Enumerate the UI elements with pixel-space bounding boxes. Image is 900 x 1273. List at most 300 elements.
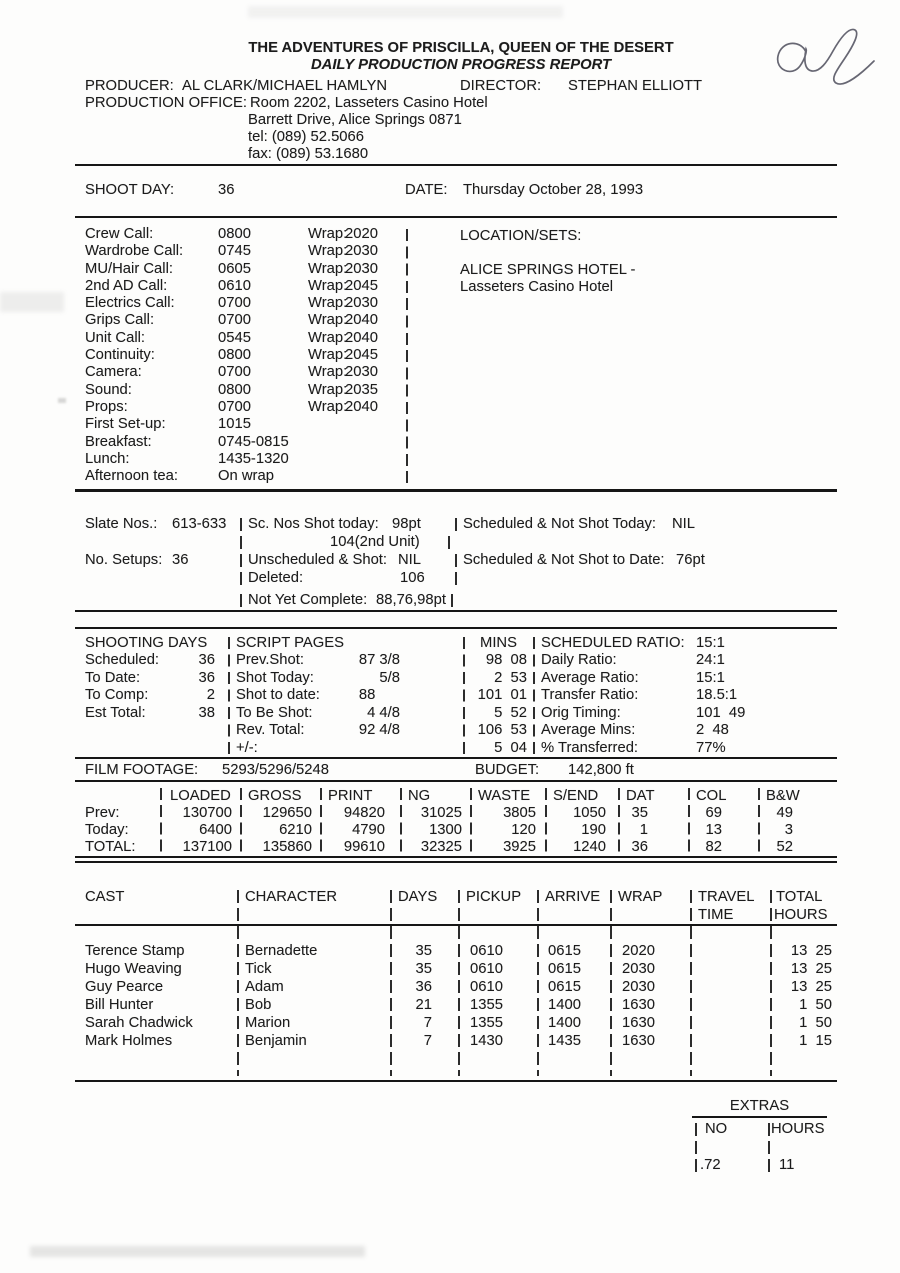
location-label: LOCATION/SETS: — [460, 228, 582, 244]
call-row — [0, 331, 900, 348]
scheduled-ratio-header: SCHEDULED RATIO: — [541, 635, 685, 651]
progress-row — [0, 741, 900, 759]
pages-value: 87 3/8 — [358, 652, 400, 668]
extras-title: EXTRAS — [729, 1098, 790, 1114]
wrap-label: Wrap: — [308, 329, 348, 346]
progress-row — [0, 706, 900, 724]
pages-label: Prev.Shot: — [236, 652, 304, 668]
short-end-value: 1240 — [573, 839, 606, 856]
loaded-value: 130700 — [182, 805, 232, 821]
column-divider — [758, 788, 760, 856]
bw-value: 49 — [776, 805, 793, 821]
horizontal-rule — [75, 757, 837, 759]
footage-col-header: DAT — [626, 788, 655, 804]
col-value: 69 — [705, 805, 722, 821]
office-fax: fax: (089) 53.1680 — [248, 146, 369, 162]
column-divider — [533, 637, 535, 756]
call-row — [0, 244, 900, 261]
pickup-time: 0610 — [470, 943, 503, 959]
call-time: On wrap — [218, 468, 274, 485]
call-row — [0, 227, 900, 244]
wrap-label: Wrap: — [308, 347, 348, 364]
call-time: 0605 — [218, 260, 251, 277]
horizontal-rule — [75, 780, 837, 782]
wrap-time: 1630 — [622, 997, 655, 1013]
cast-row — [0, 962, 900, 980]
travel-header-line1: TRAVEL — [698, 889, 755, 905]
wrap-label: Wrap: — [308, 260, 348, 277]
total-hours: 1 50 — [799, 1015, 832, 1031]
call-time: 1015 — [218, 416, 251, 433]
ratio-value: 77% — [696, 739, 726, 756]
days-value: 7 — [423, 1015, 432, 1031]
wrap-label: Wrap: — [308, 364, 348, 381]
days-value: 7 — [423, 1033, 432, 1049]
days-label: Scheduled: — [85, 652, 160, 668]
cast-row — [0, 998, 900, 1016]
column-divider — [610, 890, 612, 1076]
column-divider — [770, 890, 772, 1076]
arrive-header: ARRIVE — [545, 889, 601, 905]
total-header-line1: TOTAL — [776, 889, 823, 905]
call-row — [0, 400, 900, 417]
call-row — [0, 313, 900, 330]
pages-label: To Be Shot: — [236, 704, 313, 721]
footage-col-header: S/END — [553, 788, 599, 804]
sched-not-shot-date-label: Scheduled & Not Shot to Date: — [463, 552, 665, 568]
call-label: MU/Hair Call: — [85, 260, 173, 277]
wrap-time: 2030 — [622, 961, 655, 977]
cast-name: Mark Holmes — [85, 1033, 173, 1049]
ratio-label: Average Ratio: — [541, 669, 639, 686]
wrap-label: Wrap: — [308, 243, 348, 260]
office-label: PRODUCTION OFFICE: — [85, 95, 247, 111]
character-name: Bob — [245, 997, 272, 1013]
call-row — [0, 435, 900, 452]
not-yet-complete-label: Not Yet Complete: — [248, 592, 368, 608]
print-value: 4790 — [352, 822, 385, 839]
call-label: Crew Call: — [85, 226, 154, 242]
arrive-time: 0615 — [548, 979, 581, 995]
wrap-time: 2045 — [345, 277, 378, 294]
col-value: 82 — [705, 839, 722, 856]
gross-value: 6210 — [279, 822, 312, 839]
pickup-header: PICKUP — [466, 889, 522, 905]
print-value: 94820 — [343, 805, 385, 821]
horizontal-rule — [75, 610, 837, 612]
budget-label: BUDGET: — [475, 762, 540, 778]
ratio-value: 2 48 — [696, 722, 729, 738]
call-time: 0610 — [218, 277, 251, 294]
wrap-time: 2020 — [622, 943, 655, 959]
total-hours: 13 25 — [790, 979, 832, 995]
short-end-value: 1050 — [573, 805, 606, 821]
footage-col-header: LOADED — [170, 788, 231, 804]
column-divider — [240, 572, 242, 585]
call-time: 0700 — [218, 295, 251, 312]
wrap-label: Wrap: — [308, 226, 348, 242]
column-divider — [545, 788, 547, 856]
character-header: CHARACTER — [245, 889, 338, 905]
slate-nos-value: 613-633 — [172, 516, 227, 532]
location-line: Lasseters Casino Hotel — [460, 279, 613, 295]
mins-value: 5 04 — [494, 739, 527, 756]
call-label: Wardrobe Call: — [85, 243, 184, 260]
call-time: 0800 — [218, 381, 251, 398]
days-value: 35 — [415, 961, 432, 977]
waste-value: 3805 — [503, 805, 536, 821]
scan-artifact — [248, 6, 563, 18]
pickup-time: 1355 — [470, 997, 503, 1013]
loaded-value: 6400 — [199, 822, 232, 839]
call-label: Grips Call: — [85, 312, 155, 329]
budget-value: 142,800 ft — [568, 762, 634, 778]
ng-value: 1300 — [429, 822, 462, 839]
ratio-label: Transfer Ratio: — [541, 687, 639, 703]
cast-row — [0, 1034, 900, 1052]
date-label: DATE: — [405, 182, 448, 198]
call-label: First Set-up: — [85, 416, 166, 433]
total-hours: 1 50 — [799, 997, 832, 1013]
progress-table — [0, 653, 900, 758]
mins-value: 101 01 — [477, 687, 527, 703]
days-value: 35 — [415, 943, 432, 959]
column-divider — [537, 890, 539, 1076]
call-row — [0, 365, 900, 382]
character-name: Tick — [245, 961, 272, 977]
setups-value: 36 — [172, 552, 189, 568]
wrap-label: Wrap: — [308, 277, 348, 294]
days-value: 2 — [206, 687, 215, 703]
column-divider — [448, 536, 450, 549]
director-label: DIRECTOR: — [460, 78, 542, 94]
cast-name: Hugo Weaving — [85, 961, 182, 977]
mins-value: 2 53 — [494, 669, 527, 686]
date-value: Thursday October 28, 1993 — [463, 182, 644, 198]
director-value: STEPHAN ELLIOTT — [568, 78, 703, 94]
column-divider — [240, 788, 242, 856]
total-header-line2: HOURS — [774, 907, 828, 923]
call-label: Afternoon tea: — [85, 468, 178, 485]
column-divider — [400, 788, 402, 856]
call-row — [0, 469, 900, 486]
gross-value: 135860 — [262, 839, 312, 856]
progress-row — [0, 653, 900, 671]
call-label: Electrics Call: — [85, 295, 175, 312]
call-row — [0, 417, 900, 434]
scheduled-ratio-value: 15:1 — [696, 635, 725, 651]
extras-no-value: .72 — [700, 1157, 721, 1173]
call-label: Props: — [85, 398, 128, 415]
column-divider — [451, 594, 453, 607]
shoot-day-label: SHOOT DAY: — [85, 182, 175, 198]
call-label: Breakfast: — [85, 433, 152, 450]
pages-value: 92 4/8 — [358, 722, 400, 738]
arrive-time: 1400 — [548, 997, 581, 1013]
mins-value: 98 08 — [485, 652, 527, 668]
scenes-shot-today-value: 98pt — [392, 516, 421, 532]
wrap-label: Wrap: — [308, 398, 348, 415]
mins-header: MINS — [480, 635, 517, 651]
pages-label: Shot Today: — [236, 669, 314, 686]
slate-nos-label: Slate Nos.: — [85, 516, 158, 532]
cast-header: CAST — [85, 889, 125, 905]
wrap-time: 2045 — [345, 347, 378, 364]
bw-value: 52 — [776, 839, 793, 856]
progress-row — [0, 688, 900, 706]
call-row — [0, 452, 900, 469]
pages-label: +/-: — [236, 739, 258, 756]
call-label: 2nd AD Call: — [85, 277, 168, 294]
wrap-header: WRAP — [618, 889, 663, 905]
wrap-time: 1630 — [622, 1015, 655, 1031]
call-row — [0, 383, 900, 400]
footage-col-header: WASTE — [478, 788, 531, 804]
column-divider — [237, 890, 239, 1076]
column-divider — [695, 1123, 697, 1175]
pickup-time: 0610 — [470, 961, 503, 977]
cast-name: Guy Pearce — [85, 979, 164, 995]
film-footage-value: 5293/5296/5248 — [222, 762, 329, 778]
wrap-label: Wrap: — [308, 312, 348, 329]
report-title: THE ADVENTURES OF PRISCILLA, QUEEN OF THE DESERT — [248, 40, 674, 56]
character-name: Benjamin — [245, 1033, 307, 1049]
cast-row — [0, 980, 900, 998]
column-divider — [390, 890, 392, 1076]
call-time: 0700 — [218, 312, 251, 329]
days-label: To Date: — [85, 669, 141, 686]
cast-name: Terence Stamp — [85, 943, 185, 959]
footage-table — [0, 806, 900, 858]
gross-value: 129650 — [262, 805, 312, 821]
footage-row-label: Today: — [85, 822, 129, 839]
column-divider — [768, 1123, 770, 1175]
extras-hours-header: HOURS — [771, 1121, 825, 1137]
column-divider — [320, 788, 322, 856]
location-line: ALICE SPRINGS HOTEL - — [460, 262, 636, 278]
cast-row — [0, 944, 900, 962]
mins-value: 106 53 — [477, 722, 527, 738]
call-time: 0745-0815 — [218, 433, 289, 450]
column-divider — [455, 572, 457, 585]
report-subtitle: DAILY PRODUCTION PROGRESS REPORT — [310, 57, 612, 73]
column-divider — [240, 536, 242, 549]
bw-value: 3 — [784, 822, 793, 839]
footage-col-header: PRINT — [328, 788, 373, 804]
footage-col-header: GROSS — [248, 788, 302, 804]
call-row — [0, 296, 900, 313]
office-value: Room 2202, Lasseters Casino Hotel — [250, 95, 488, 111]
pickup-time: 1355 — [470, 1015, 503, 1031]
wrap-time: 2030 — [345, 260, 378, 277]
deleted-label: Deleted: — [248, 570, 304, 586]
call-time: 0800 — [218, 347, 251, 364]
arrive-time: 1400 — [548, 1015, 581, 1031]
pages-label: Shot to date: — [236, 687, 320, 703]
office-tel: tel: (089) 52.5066 — [248, 129, 364, 145]
print-value: 99610 — [343, 839, 385, 856]
pages-value: 4 4/8 — [367, 704, 400, 721]
column-divider — [688, 788, 690, 856]
scenes-shot-today-value-2: 104(2nd Unit) — [330, 534, 420, 550]
days-header: DAYS — [398, 889, 438, 905]
progress-row — [0, 723, 900, 741]
dat-value: 1 — [639, 822, 648, 839]
wrap-time: 2040 — [345, 329, 378, 346]
call-row — [0, 262, 900, 279]
column-divider — [240, 554, 242, 567]
call-label: Unit Call: — [85, 329, 146, 346]
column-divider — [618, 788, 620, 856]
deleted-value: 106 — [400, 570, 425, 586]
column-divider — [228, 637, 230, 756]
sched-not-shot-today-value: NIL — [672, 516, 696, 532]
character-name: Marion — [245, 1015, 291, 1031]
days-label: To Comp: — [85, 687, 149, 703]
days-value: 36 — [415, 979, 432, 995]
ng-value: 31025 — [420, 805, 462, 821]
column-divider — [470, 788, 472, 856]
call-row — [0, 348, 900, 365]
progress-row — [0, 671, 900, 689]
column-divider — [458, 890, 460, 1076]
call-row — [0, 279, 900, 296]
ratio-label: % Transferred: — [541, 739, 639, 756]
scenes-shot-today-label: Sc. Nos Shot today: — [248, 516, 379, 532]
call-label: Camera: — [85, 364, 142, 381]
footage-row — [0, 806, 900, 823]
ng-value: 32325 — [420, 839, 462, 856]
loaded-value: 137100 — [182, 839, 232, 856]
arrive-time: 0615 — [548, 943, 581, 959]
call-time: 0700 — [218, 398, 251, 415]
column-divider — [455, 518, 457, 531]
setups-label: No. Setups: — [85, 552, 163, 568]
wrap-time: 2030 — [622, 979, 655, 995]
footage-col-header: B&W — [766, 788, 800, 804]
total-hours: 13 25 — [790, 943, 832, 959]
call-time: 0800 — [218, 226, 251, 242]
wrap-time: 2030 — [345, 243, 378, 260]
shooting-days-header: SHOOTING DAYS — [85, 635, 208, 651]
column-divider — [160, 788, 162, 856]
film-footage-label: FILM FOOTAGE: — [85, 762, 199, 778]
footage-row-label: Prev: — [85, 805, 120, 821]
horizontal-rule — [75, 216, 837, 218]
ratio-value: 101 49 — [696, 704, 746, 721]
days-value: 38 — [198, 704, 215, 721]
shoot-day-value: 36 — [218, 182, 235, 198]
unscheduled-shot-value: NIL — [398, 552, 422, 568]
call-label: Lunch: — [85, 450, 130, 467]
call-time: 0545 — [218, 329, 251, 346]
short-end-value: 190 — [581, 822, 606, 839]
footage-row — [0, 823, 900, 840]
producer-value: AL CLARK/MICHAEL HAMLYN — [182, 78, 388, 94]
extras-no-header: NO — [705, 1121, 728, 1137]
scan-artifact — [30, 1246, 365, 1257]
unscheduled-shot-label: Unscheduled & Shot: — [248, 552, 388, 568]
cast-row — [0, 1016, 900, 1034]
footage-row-label: TOTAL: — [85, 839, 136, 856]
column-divider — [240, 594, 242, 607]
character-name: Adam — [245, 979, 284, 995]
ratio-value: 18.5:1 — [696, 687, 738, 703]
pickup-time: 1430 — [470, 1033, 503, 1049]
column-divider — [463, 637, 465, 756]
days-label: Est Total: — [85, 704, 146, 721]
call-time: 0745 — [218, 243, 251, 260]
col-value: 13 — [705, 822, 722, 839]
footage-col-header: COL — [696, 788, 727, 804]
arrive-time: 0615 — [548, 961, 581, 977]
ratio-label: Orig Timing: — [541, 704, 621, 721]
cast-table — [0, 944, 900, 1052]
pickup-time: 0610 — [470, 979, 503, 995]
horizontal-rule — [75, 164, 837, 166]
footage-row — [0, 840, 900, 857]
pages-value: 5/8 — [379, 669, 400, 686]
wrap-label: Wrap: — [308, 381, 348, 398]
horizontal-rule — [75, 1080, 837, 1082]
column-divider — [406, 229, 408, 487]
pages-value: 88 — [358, 687, 400, 703]
horizontal-rule — [75, 627, 837, 629]
call-time: 0700 — [218, 364, 251, 381]
call-times-table — [0, 227, 900, 486]
call-time: 1435-1320 — [218, 450, 289, 467]
cast-name: Sarah Chadwick — [85, 1015, 193, 1031]
horizontal-rule — [75, 924, 837, 926]
column-divider — [690, 890, 692, 1076]
total-hours: 1 15 — [799, 1033, 832, 1049]
footage-col-header: NG — [408, 788, 431, 804]
wrap-time: 2035 — [345, 381, 378, 398]
wrap-time: 2030 — [345, 295, 378, 312]
total-hours: 13 25 — [790, 961, 832, 977]
sched-not-shot-today-label: Scheduled & Not Shot Today: — [463, 516, 657, 532]
horizontal-rule — [75, 856, 837, 858]
wrap-time: 2040 — [345, 398, 378, 415]
travel-header-line2: TIME — [698, 907, 734, 923]
ratio-value: 15:1 — [696, 669, 725, 686]
waste-value: 120 — [511, 822, 536, 839]
wrap-time: 2030 — [345, 364, 378, 381]
horizontal-rule — [692, 1116, 827, 1118]
wrap-time: 2040 — [345, 312, 378, 329]
arrive-time: 1435 — [548, 1033, 581, 1049]
waste-value: 3925 — [503, 839, 536, 856]
call-label: Sound: — [85, 381, 132, 398]
wrap-time: 2020 — [345, 226, 378, 242]
column-divider — [455, 554, 457, 567]
call-label: Continuity: — [85, 347, 155, 364]
pages-label: Rev. Total: — [236, 722, 305, 738]
script-pages-header: SCRIPT PAGES — [236, 635, 344, 651]
dat-value: 36 — [631, 839, 648, 856]
horizontal-rule — [75, 489, 837, 492]
days-value: 21 — [415, 997, 432, 1013]
days-value: 36 — [198, 652, 215, 668]
ratio-label: Average Mins: — [541, 722, 636, 738]
character-name: Bernadette — [245, 943, 318, 959]
days-value: 36 — [198, 669, 215, 686]
producer-label: PRODUCER: — [85, 78, 174, 94]
not-yet-complete-value: 88,76,98pt — [376, 592, 446, 608]
ratio-value: 24:1 — [696, 652, 725, 668]
cast-name: Bill Hunter — [85, 997, 154, 1013]
mins-value: 5 52 — [494, 704, 527, 721]
